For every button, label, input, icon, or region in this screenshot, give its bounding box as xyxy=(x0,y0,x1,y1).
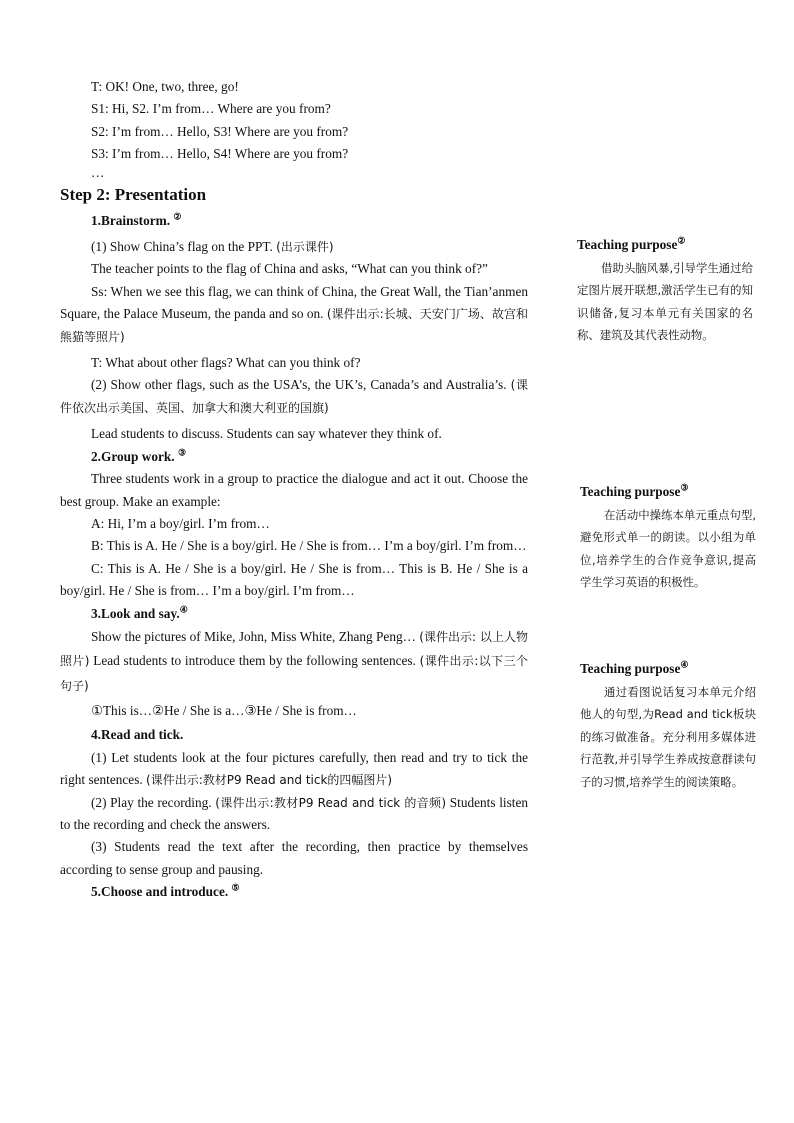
section-heading-look-and-say: 3.Look and say.④ xyxy=(91,604,188,621)
paragraph: Three students work in a group to practice the dialogue and act it out. Choose the best group. Make an example: xyxy=(60,471,528,509)
note-mark: ④ xyxy=(680,659,689,670)
section-heading-choose-and-introduce: 5.Choose and introduce. ⑤ xyxy=(91,882,240,900)
side-note-3 xyxy=(580,658,756,793)
dialogue-line: S1: Hi, S2. I’m from… Where are you from? xyxy=(91,101,331,117)
dialogue-line: B: This is A. He / She is a boy/girl. He / She is from… I’m a boy/girl. I’m from… xyxy=(91,538,527,554)
paragraph: The teacher points to the flag of China and asks, “What can you think of?” xyxy=(91,261,488,277)
section-heading-read-and-tick: 4.Read and tick. xyxy=(91,727,184,743)
paragraph: T: What about other flags? What can you think of? xyxy=(91,355,361,371)
side-note-2 xyxy=(580,481,756,594)
note-mark: ② xyxy=(173,211,182,222)
side-note-title: Teaching purpose④ xyxy=(580,659,689,676)
side-note-body: 在活动中操练本单元重点句型,避免形式单一的朗读。以小组为单位,培养学生的合作竞争意识,提高学生学习英语的积极性。 xyxy=(580,507,756,589)
paragraph: Ss: When we see this flag, we can think of China, the Great Wall, the Tian’anmen Square, the Palace Museum, the panda and so on. (课件出示:长城、天安门广场、故宫和熊猫等照片) xyxy=(60,283,528,344)
note-mark: ④ xyxy=(179,604,188,615)
paragraph: (3) Students read the text after the recording, then practice by themselves according to sense group and pausing. xyxy=(60,839,528,877)
section-heading-group-work: 2.Group work. ③ xyxy=(91,447,187,464)
ellipsis-line: … xyxy=(91,164,105,180)
paragraph: (2) Show other flags, such as the USA’s, the UK’s, Canada’s and Australia’s. (课件依次出示美国、英国、加拿大和澳大利亚的国旗) xyxy=(60,377,529,415)
lesson-plan-main xyxy=(60,76,528,904)
side-note-title: Teaching purpose③ xyxy=(580,482,689,499)
step2-heading: Step 2: Presentation xyxy=(60,184,207,204)
paragraph: Show the pictures of Mike, John, Miss White, Zhang Peng… (课件出示: 以上人物照片) Lead students to introduce them by the following sentences. (课件出示:以下三个句子) xyxy=(60,628,528,693)
paragraph: (2) Play the recording. (课件出示:教材P9 Read and tick 的音频) Students listen to the recording and check the answers. xyxy=(60,794,529,833)
side-note-body: 借助头脑风暴,引导学生通过给定图片展开联想,激活学生已有的知识储备,复习本单元有关国家的名称、建筑及其代表性动物。 xyxy=(577,260,753,342)
paragraph: (1) Let students look at the four pictures carefully, then read and try to tick the right sentences. (课件出示:教材P9 Read and tick的四幅图片) xyxy=(60,749,528,788)
paragraph: (1) Show China’s flag on the PPT. (出示课件) xyxy=(91,239,334,255)
section-heading-brainstorm: 1.Brainstorm. ② xyxy=(91,211,182,228)
side-note-title: Teaching purpose② xyxy=(577,235,686,252)
dialogue-line: S2: I’m from… Hello, S3! Where are you from? xyxy=(91,123,349,139)
side-note-body: 通过看图说话复习本单元介绍他人的句型,为Read and tick板块的练习做准备。充分利用多媒体进行范教,并引导学生养成按意群读句子的习惯,培养学生的阅读策略。 xyxy=(580,684,756,789)
note-mark: ③ xyxy=(680,482,689,493)
dialogue-line: T: OK! One, two, three, go! xyxy=(91,79,239,94)
note-mark: ② xyxy=(677,235,686,246)
note-mark: ③ xyxy=(177,447,187,458)
note-mark: ⑤ xyxy=(231,882,240,893)
paragraph: ①This is…②He / She is a…③He / She is from… xyxy=(91,703,357,719)
dialogue-line: A: Hi, I’m a boy/girl. I’m from… xyxy=(91,515,270,531)
dialogue-line: S3: I’m from… Hello, S4! Where are you from? xyxy=(91,146,349,162)
dialogue-line: C: This is A. He / She is a boy/girl. He / She is from… This is B. He / She is a boy/girl. He / She is from… I’m a boy/girl. I’m from… xyxy=(60,560,528,599)
paragraph: Lead students to discuss. Students can say whatever they think of. xyxy=(91,426,442,442)
side-note-1 xyxy=(577,234,753,347)
